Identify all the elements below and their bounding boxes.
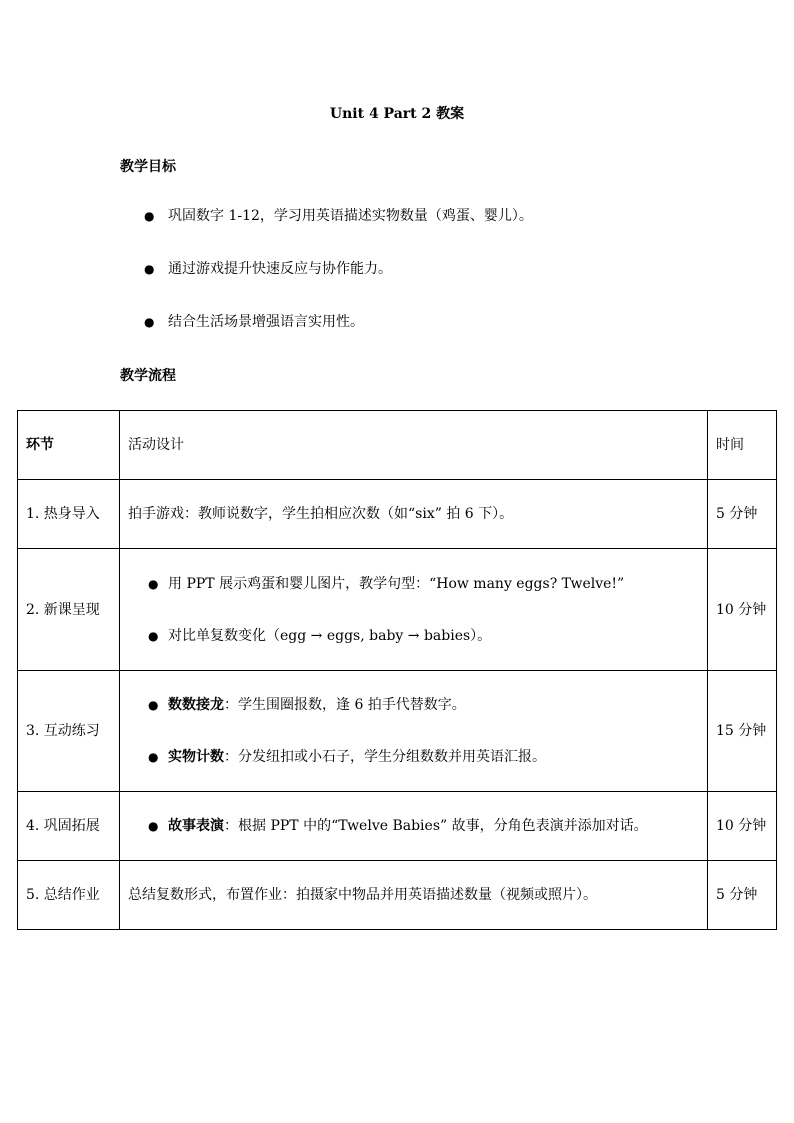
header-stage: 环节 <box>18 411 120 480</box>
objectives-list <box>120 206 720 365</box>
activity-list <box>128 695 699 767</box>
table-row <box>18 792 777 861</box>
stage-cell: 3. 互动练习 <box>18 671 120 792</box>
activity-item <box>128 695 699 715</box>
stage-cell: 1. 热身导入 <box>18 480 120 549</box>
time-cell: 5 分钟 <box>708 861 777 930</box>
bullet-icon: ● <box>144 262 155 276</box>
activity-list <box>128 574 699 646</box>
bullet-icon: ● <box>148 628 159 643</box>
objective-item <box>120 259 720 312</box>
stage-cell: 4. 巩固拓展 <box>18 792 120 861</box>
activity-cell <box>120 671 708 792</box>
time-cell: 5 分钟 <box>708 480 777 549</box>
time-cell: 10 分钟 <box>708 792 777 861</box>
header-activity: 活动设计 <box>120 411 708 480</box>
activity-text: ：分发纽扣或小石子，学生分组数数并用英语汇报。 <box>224 749 546 765</box>
activity-text: 用 PPT 展示鸡蛋和婴儿图片，教学句型：“How many eggs? Twelve!” <box>168 575 625 592</box>
activity-text: 对比单复数变化（egg → eggs, baby → babies）。 <box>168 627 492 644</box>
table-header-row <box>18 411 777 480</box>
activity-cell <box>120 792 708 861</box>
bullet-icon: ● <box>144 315 155 329</box>
activity-bold-label: 故事表演 <box>168 818 224 834</box>
activity-item <box>128 816 699 836</box>
objective-text: 巩固数字 1-12，学习用英语描述实物数量（鸡蛋、婴儿）。 <box>168 208 533 224</box>
time-cell: 10 分钟 <box>708 549 777 671</box>
objectives-heading: 教学目标 <box>120 159 176 175</box>
time-cell: 15 分钟 <box>708 671 777 792</box>
table-row <box>18 861 777 930</box>
stage-cell: 2. 新课呈现 <box>18 549 120 671</box>
activity-text: ：根据 PPT 中的“Twelve Babies” 故事，分角色表演并添加对话。 <box>224 818 648 834</box>
activity-list <box>128 816 699 836</box>
bullet-icon: ● <box>144 209 155 223</box>
activity-cell: 拍手游戏：教师说数字，学生拍相应次数（如“six” 拍 6 下）。 <box>120 480 708 549</box>
objective-item <box>120 312 720 365</box>
process-table <box>17 410 777 930</box>
bullet-icon: ● <box>148 698 159 712</box>
activity-item <box>128 574 699 594</box>
activity-bold-label: 数数接龙 <box>168 697 224 713</box>
stage-cell: 5. 总结作业 <box>18 861 120 930</box>
activity-cell: 总结复数形式，布置作业：拍摄家中物品并用英语描述数量（视频或照片）。 <box>120 861 708 930</box>
objective-item <box>120 206 720 259</box>
activity-cell <box>120 549 708 671</box>
document-title: Unit 4 Part 2 教案 <box>329 106 465 122</box>
process-heading: 教学流程 <box>120 368 176 384</box>
table-row <box>18 480 777 549</box>
bullet-icon: ● <box>148 576 159 591</box>
activity-bold-label: 实物计数 <box>168 749 224 765</box>
table-row <box>18 671 777 792</box>
objective-text: 通过游戏提升快速反应与协作能力。 <box>168 261 392 277</box>
activity-item <box>128 626 699 646</box>
bullet-icon: ● <box>148 750 159 764</box>
activity-text: ：学生围圈报数，逢 6 拍手代替数字。 <box>224 697 466 713</box>
activity-item <box>128 747 699 767</box>
table-row <box>18 549 777 671</box>
objective-text: 结合生活场景增强语言实用性。 <box>168 314 364 330</box>
bullet-icon: ● <box>148 819 159 833</box>
header-time: 时间 <box>708 411 777 480</box>
